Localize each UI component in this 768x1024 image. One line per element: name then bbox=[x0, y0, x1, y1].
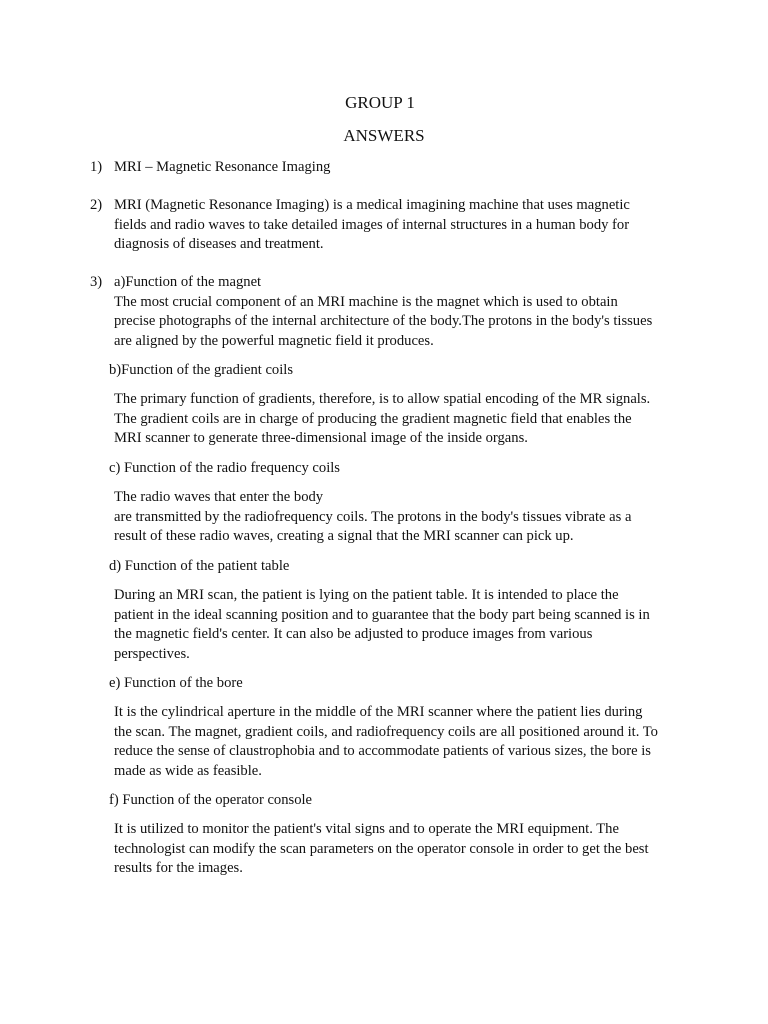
text-line: The most crucial component of an MRI machine is the magnet which is used to obtain bbox=[114, 293, 618, 310]
answer-text bbox=[114, 158, 684, 178]
subsection-heading-e: e) Function of the bore bbox=[109, 675, 243, 691]
text-line: are transmitted by the radiofrequency coils. The protons in the body's tissues vibrate as a bbox=[114, 508, 632, 525]
text-line: The radio waves that enter the body bbox=[114, 489, 324, 505]
text-line: the scan. The magnet, gradient coils, and radiofrequency coils are all positioned around it. To bbox=[114, 723, 658, 740]
subsection-paragraph-f bbox=[114, 820, 684, 879]
item-number: 3) bbox=[90, 274, 103, 290]
text-line: results for the images. bbox=[114, 860, 243, 877]
subsection-paragraph-d bbox=[114, 586, 684, 664]
subsection-paragraph-c bbox=[114, 488, 684, 547]
text-line: MRI (Magnetic Resonance Imaging) is a medical imagining machine that uses magnetic bbox=[114, 197, 630, 213]
text-line: fields and radio waves to take detailed images of internal structures in a human body for bbox=[114, 216, 630, 233]
text-line: During an MRI scan, the patient is lying on the patient table. It is intended to place the bbox=[114, 587, 619, 603]
group-title: GROUP 1 bbox=[345, 93, 415, 112]
subsection-heading-d: d) Function of the patient table bbox=[109, 558, 290, 574]
text-line: diagnosis of diseases and treatment. bbox=[114, 236, 324, 253]
item-number: 2) bbox=[90, 197, 103, 213]
answer-text bbox=[114, 196, 684, 255]
text-line: MRI – Magnetic Resonance Imaging bbox=[114, 159, 331, 175]
subsection-heading-f: f) Function of the operator console bbox=[109, 792, 313, 808]
text-line: precise photographs of the internal architecture of the body.The protons in the body's tissues bbox=[114, 313, 653, 330]
text-line: result of these radio waves, creating a signal that the MRI scanner can pick up. bbox=[114, 528, 574, 545]
text-line: It is utilized to monitor the patient's vital signs and to operate the MRI equipment. The bbox=[114, 821, 619, 837]
subsection-paragraph-e bbox=[114, 703, 684, 781]
text-line: The gradient coils are in charge of producing the gradient magnetic field that enables the bbox=[114, 410, 632, 427]
text-line: It is the cylindrical aperture in the middle of the MRI scanner where the patient lies during bbox=[114, 704, 643, 720]
answer-text bbox=[114, 273, 684, 351]
text-line: are aligned by the powerful magnetic field it produces. bbox=[114, 332, 434, 349]
text-line: MRI scanner to generate three-dimensional image of the inside organs. bbox=[114, 430, 528, 447]
text-line: perspectives. bbox=[114, 645, 190, 662]
subsection-paragraph-b bbox=[114, 390, 684, 449]
text-line: reduce the sense of claustrophobia and to accommodate patients of various sizes, the bore is bbox=[114, 743, 651, 760]
subsection-heading-a: a)Function of the magnet bbox=[114, 274, 262, 290]
text-line: The primary function of gradients, therefore, is to allow spatial encoding of the MR signals. bbox=[114, 391, 651, 407]
text-line: the magnetic field's center. It can also be adjusted to produce images from various bbox=[114, 626, 593, 643]
text-line: patient in the ideal scanning position and to guarantee that the body part being scanned is in bbox=[114, 606, 650, 623]
item-number: 1) bbox=[90, 159, 103, 175]
text-line: technologist can modify the scan parameters on the operator console in order to get the best bbox=[114, 840, 649, 857]
text-line: made as wide as feasible. bbox=[114, 762, 262, 779]
subsection-heading-c: c) Function of the radio frequency coils bbox=[109, 460, 340, 476]
subsection-heading-b: b)Function of the gradient coils bbox=[109, 362, 294, 378]
answers-title: ANSWERS bbox=[343, 126, 425, 145]
